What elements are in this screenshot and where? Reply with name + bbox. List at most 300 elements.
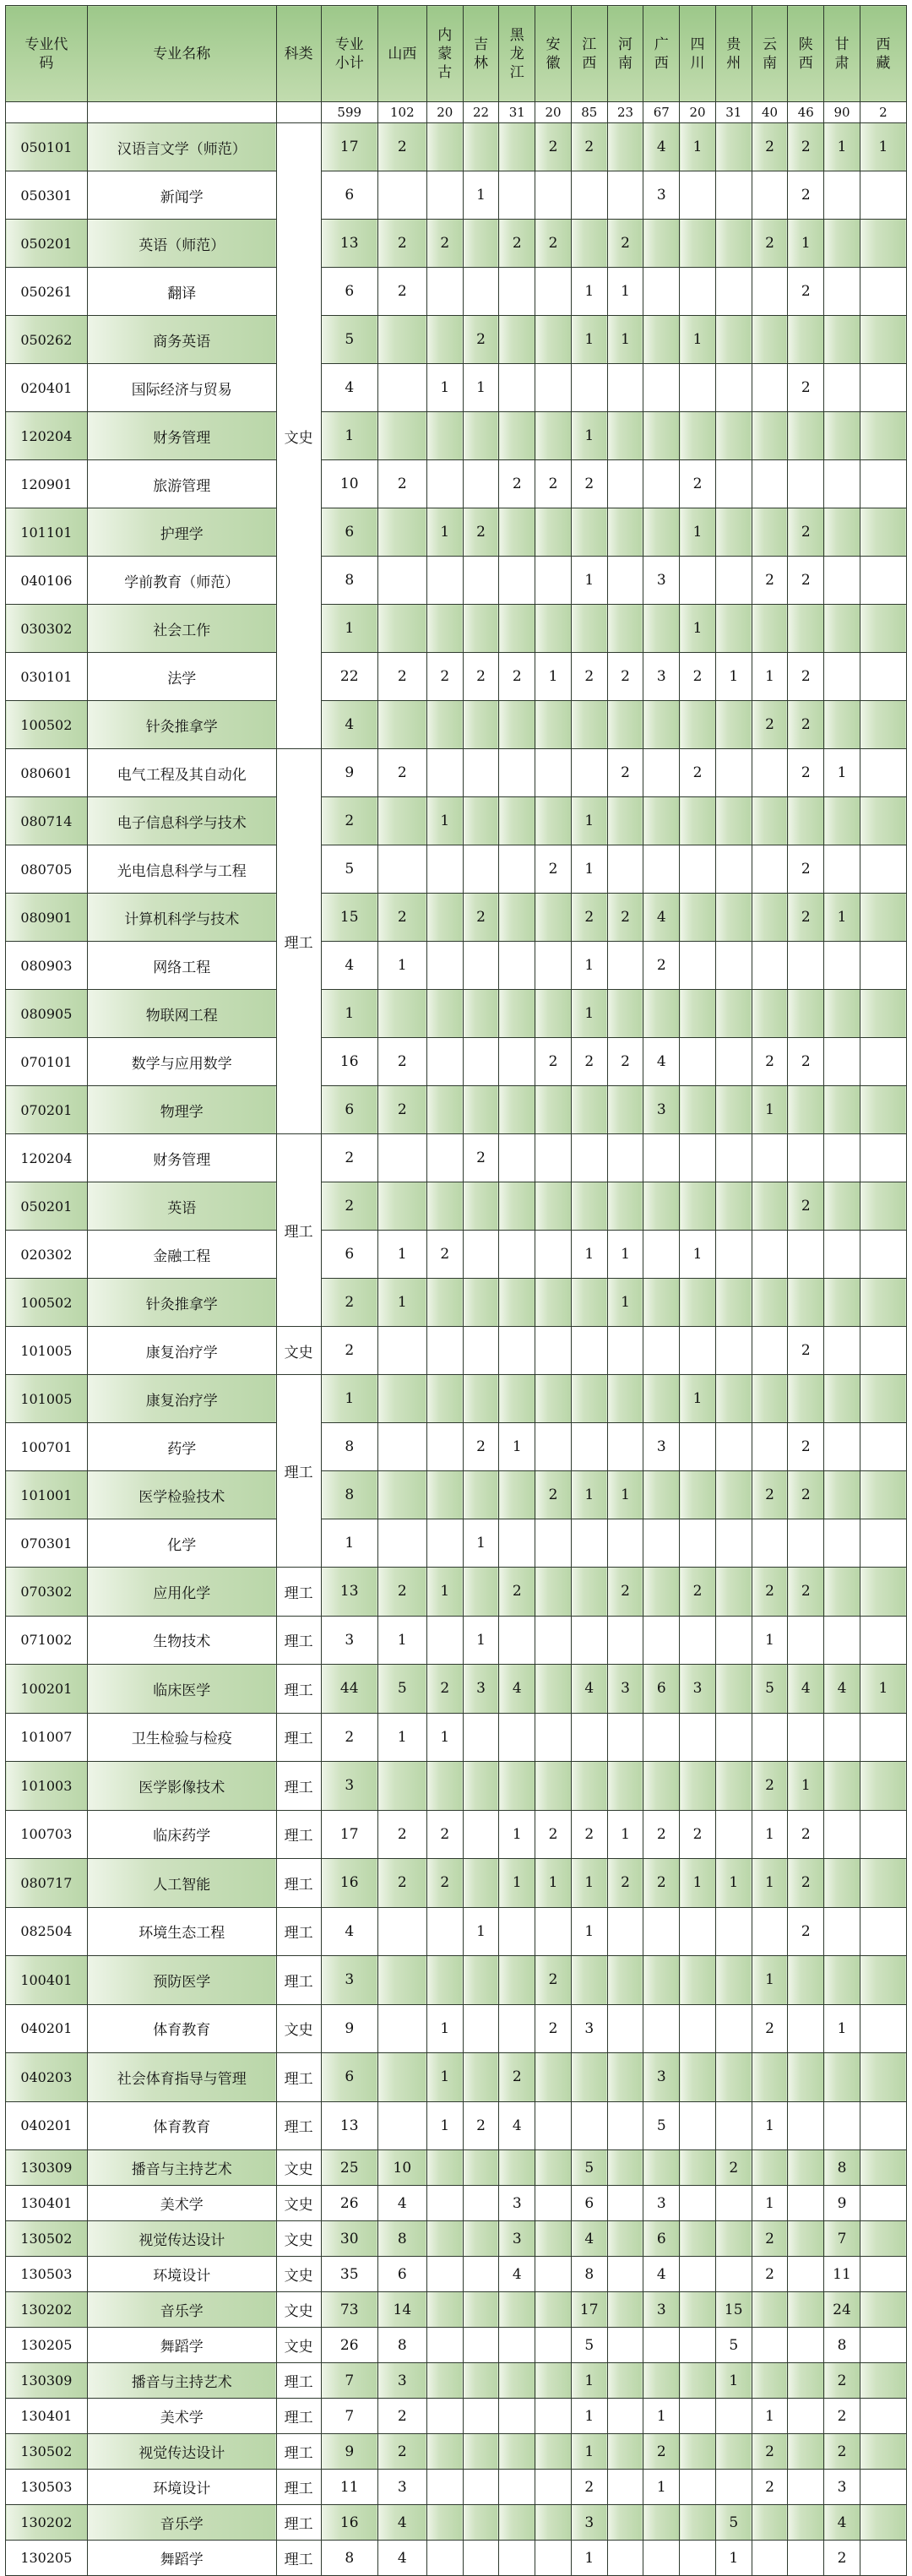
province-count-cell: 2	[752, 123, 788, 171]
province-count-cell: 1	[607, 316, 643, 364]
category-cell: 文史	[276, 2004, 321, 2053]
header-province-guangxi: 广西	[643, 6, 680, 102]
province-count-cell: 3	[680, 1665, 716, 1714]
province-count-cell	[752, 364, 788, 412]
major-subtotal: 1	[321, 1375, 377, 1423]
province-count-cell: 2	[788, 123, 824, 171]
province-count-cell	[535, 2541, 572, 2576]
table-row	[6, 1762, 907, 1811]
major-subtotal: 6	[321, 268, 377, 316]
major-name: 体育教育	[87, 2101, 276, 2150]
province-count-cell	[535, 1713, 572, 1762]
major-name: 护理学	[87, 508, 276, 557]
province-count-cell: 2	[752, 2004, 788, 2053]
province-count-cell: 1	[571, 2399, 607, 2434]
province-count-cell	[860, 1182, 906, 1231]
province-count-cell	[535, 2505, 572, 2541]
province-count-cell: 2	[377, 1859, 426, 1908]
province-count-cell	[715, 220, 752, 268]
major-name: 卫生检验与检疫	[87, 1713, 276, 1762]
province-count-cell	[824, 460, 860, 508]
province-count-cell	[680, 2541, 716, 2576]
totals-guizhou: 31	[715, 102, 752, 123]
province-count-cell	[463, 2470, 499, 2505]
major-subtotal: 26	[321, 2328, 377, 2363]
header-name: 专业名称	[87, 6, 276, 102]
province-count-cell	[788, 2292, 824, 2328]
province-count-cell	[788, 1086, 824, 1134]
major-subtotal: 6	[321, 1086, 377, 1134]
major-name: 网络工程	[87, 942, 276, 990]
province-count-cell: 3	[824, 2470, 860, 2505]
province-count-cell: 1	[463, 171, 499, 220]
province-count-cell: 1	[715, 2541, 752, 2576]
header-province-gansu: 甘肃	[824, 6, 860, 102]
province-count-cell: 2	[463, 2101, 499, 2150]
province-count-cell	[680, 1423, 716, 1471]
province-count-cell	[680, 2257, 716, 2292]
major-name: 环境设计	[87, 2257, 276, 2292]
major-subtotal: 4	[321, 1907, 377, 1956]
major-code: 100703	[6, 1810, 88, 1859]
province-count-cell	[643, 701, 680, 749]
province-count-cell	[607, 797, 643, 845]
major-code: 020401	[6, 364, 88, 412]
province-count-cell: 4	[499, 2257, 535, 2292]
province-count-cell	[607, 171, 643, 220]
major-subtotal: 10	[321, 460, 377, 508]
major-subtotal: 25	[321, 2150, 377, 2186]
province-count-cell	[680, 2399, 716, 2434]
province-count-cell: 2	[571, 1810, 607, 1859]
province-count-cell: 2	[377, 2399, 426, 2434]
province-count-cell	[426, 557, 463, 605]
major-name: 学前教育（师范）	[87, 557, 276, 605]
province-count-cell	[377, 316, 426, 364]
province-count-cell	[499, 1519, 535, 1568]
province-count-cell	[607, 2363, 643, 2399]
province-count-cell: 2	[643, 942, 680, 990]
province-count-cell: 1	[571, 1471, 607, 1519]
major-code: 040201	[6, 2101, 88, 2150]
province-count-cell	[499, 2363, 535, 2399]
table-row	[6, 2221, 907, 2257]
province-count-cell	[680, 1086, 716, 1134]
province-count-cell	[463, 605, 499, 653]
province-count-cell	[824, 1327, 860, 1375]
category-cell: 理工	[276, 2434, 321, 2470]
major-subtotal: 6	[321, 1231, 377, 1279]
major-code: 120204	[6, 1134, 88, 1182]
province-count-cell	[860, 2470, 906, 2505]
totals-anhui: 20	[535, 102, 572, 123]
province-count-cell: 1	[788, 220, 824, 268]
province-count-cell: 2	[788, 1182, 824, 1231]
province-count-cell: 1	[788, 1762, 824, 1811]
major-name: 医学影像技术	[87, 1762, 276, 1811]
province-count-cell: 4	[499, 1665, 535, 1714]
province-count-cell	[535, 1375, 572, 1423]
province-count-cell: 1	[824, 749, 860, 797]
header-row	[6, 6, 907, 102]
major-name: 金融工程	[87, 1231, 276, 1279]
province-count-cell	[499, 2434, 535, 2470]
major-subtotal: 6	[321, 171, 377, 220]
province-count-cell	[426, 2221, 463, 2257]
province-count-cell	[607, 2186, 643, 2221]
province-count-cell	[607, 364, 643, 412]
province-count-cell: 8	[824, 2150, 860, 2186]
province-count-cell	[680, 1956, 716, 2005]
major-code: 080903	[6, 942, 88, 990]
major-code: 130401	[6, 2399, 88, 2434]
major-name: 电子信息科学与技术	[87, 797, 276, 845]
major-code: 020302	[6, 1231, 88, 1279]
table-row	[6, 2292, 907, 2328]
table-row	[6, 845, 907, 894]
province-count-cell: 2	[824, 2399, 860, 2434]
province-count-cell	[643, 1471, 680, 1519]
province-count-cell	[752, 412, 788, 460]
province-count-cell: 3	[499, 2186, 535, 2221]
totals-shanxi: 102	[377, 102, 426, 123]
province-count-cell: 2	[426, 1859, 463, 1908]
province-count-cell	[535, 1134, 572, 1182]
province-count-cell: 1	[499, 1810, 535, 1859]
province-count-cell	[860, 1423, 906, 1471]
province-count-cell: 7	[824, 2221, 860, 2257]
province-count-cell	[643, 460, 680, 508]
province-count-cell	[643, 845, 680, 894]
province-count-cell	[571, 1713, 607, 1762]
province-count-cell	[860, 2186, 906, 2221]
province-count-cell: 1	[463, 1616, 499, 1665]
major-code: 130503	[6, 2470, 88, 2505]
major-code: 050201	[6, 1182, 88, 1231]
province-count-cell: 2	[752, 2434, 788, 2470]
major-code: 080905	[6, 990, 88, 1038]
table-row	[6, 1907, 907, 1956]
province-count-cell: 2	[377, 749, 426, 797]
major-subtotal: 2	[321, 1279, 377, 1327]
province-count-cell	[535, 2363, 572, 2399]
province-count-cell	[499, 1134, 535, 1182]
province-count-cell	[715, 171, 752, 220]
province-count-cell	[788, 2221, 824, 2257]
province-count-cell	[535, 1568, 572, 1617]
province-count-cell	[463, 1762, 499, 1811]
major-subtotal: 3	[321, 1762, 377, 1811]
province-count-cell: 2	[824, 2434, 860, 2470]
province-count-cell	[715, 1907, 752, 1956]
province-count-cell	[715, 1038, 752, 1086]
major-subtotal: 5	[321, 316, 377, 364]
province-count-cell	[426, 1279, 463, 1327]
province-count-cell: 3	[377, 2363, 426, 2399]
province-count-cell	[499, 2328, 535, 2363]
major-name: 美术学	[87, 2186, 276, 2221]
province-count-cell	[752, 1375, 788, 1423]
province-count-cell	[824, 412, 860, 460]
province-count-cell	[571, 1086, 607, 1134]
province-count-cell	[499, 1182, 535, 1231]
province-count-cell: 5	[571, 2328, 607, 2363]
province-count-cell	[426, 1038, 463, 1086]
table-row	[6, 1471, 907, 1519]
province-count-cell: 1	[377, 1713, 426, 1762]
province-count-cell	[860, 2101, 906, 2150]
province-count-cell	[824, 2053, 860, 2102]
major-subtotal: 26	[321, 2186, 377, 2221]
province-count-cell	[715, 942, 752, 990]
province-count-cell	[824, 605, 860, 653]
totals-row	[6, 102, 907, 123]
province-count-cell: 2	[377, 894, 426, 942]
province-count-cell	[499, 2399, 535, 2434]
province-count-cell	[752, 1279, 788, 1327]
province-count-cell	[535, 2328, 572, 2363]
province-count-cell	[788, 605, 824, 653]
province-count-cell: 4	[824, 2505, 860, 2541]
province-count-cell	[860, 1762, 906, 1811]
province-count-cell: 6	[643, 2221, 680, 2257]
province-count-cell	[752, 2541, 788, 2576]
province-count-cell	[680, 1279, 716, 1327]
province-count-cell: 2	[752, 2470, 788, 2505]
province-count-cell: 1	[752, 2399, 788, 2434]
province-count-cell: 1	[607, 1279, 643, 1327]
totals-guangxi: 67	[643, 102, 680, 123]
major-subtotal: 8	[321, 2541, 377, 2576]
table-row	[6, 316, 907, 364]
province-count-cell: 1	[571, 990, 607, 1038]
major-name: 财务管理	[87, 412, 276, 460]
totals-xizang: 2	[860, 102, 906, 123]
major-code: 050262	[6, 316, 88, 364]
province-count-cell: 1	[824, 894, 860, 942]
province-count-cell: 3	[463, 1665, 499, 1714]
province-count-cell: 3	[643, 2186, 680, 2221]
province-count-cell	[752, 845, 788, 894]
province-count-cell: 1	[571, 1859, 607, 1908]
province-count-cell	[752, 942, 788, 990]
category-cell: 理工	[276, 2363, 321, 2399]
province-count-cell	[499, 845, 535, 894]
major-name: 汉语言文学（师范）	[87, 123, 276, 171]
table-row	[6, 1086, 907, 1134]
major-subtotal: 16	[321, 1038, 377, 1086]
province-count-cell	[463, 1568, 499, 1617]
province-count-cell: 2	[752, 2221, 788, 2257]
major-code: 101001	[6, 1471, 88, 1519]
province-count-cell: 2	[788, 653, 824, 701]
province-count-cell	[377, 1327, 426, 1375]
province-count-cell: 2	[463, 316, 499, 364]
province-count-cell	[499, 412, 535, 460]
header-province-yunnan: 云南	[752, 6, 788, 102]
province-count-cell	[571, 1762, 607, 1811]
category-cell: 理工	[276, 2101, 321, 2150]
province-count-cell	[860, 605, 906, 653]
province-count-cell	[788, 1616, 824, 1665]
province-count-cell	[824, 1086, 860, 1134]
province-count-cell	[607, 1907, 643, 1956]
province-count-cell	[463, 460, 499, 508]
province-count-cell	[715, 2004, 752, 2053]
province-count-cell	[715, 2221, 752, 2257]
province-count-cell	[463, 1859, 499, 1908]
province-count-cell	[824, 508, 860, 557]
province-count-cell	[752, 749, 788, 797]
province-count-cell	[643, 1279, 680, 1327]
province-count-cell	[860, 1713, 906, 1762]
table-row	[6, 2505, 907, 2541]
province-count-cell: 2	[535, 1810, 572, 1859]
header-province-jilin: 吉林	[463, 6, 499, 102]
province-count-cell	[860, 1956, 906, 2005]
province-count-cell	[643, 1231, 680, 1279]
province-count-cell: 2	[752, 1038, 788, 1086]
major-subtotal: 16	[321, 1859, 377, 1908]
province-count-cell	[860, 2434, 906, 2470]
major-code: 050301	[6, 171, 88, 220]
province-count-cell: 2	[788, 1471, 824, 1519]
province-count-cell: 2	[571, 2470, 607, 2505]
province-count-cell	[752, 1713, 788, 1762]
province-count-cell	[643, 2150, 680, 2186]
province-count-cell	[463, 2150, 499, 2186]
province-count-cell	[860, 2004, 906, 2053]
province-count-cell	[463, 2221, 499, 2257]
major-code: 101005	[6, 1327, 88, 1375]
province-count-cell	[715, 605, 752, 653]
province-count-cell: 1	[680, 123, 716, 171]
province-count-cell	[788, 460, 824, 508]
totals-henan: 23	[607, 102, 643, 123]
province-count-cell	[463, 2292, 499, 2328]
province-count-cell	[571, 1279, 607, 1327]
province-count-cell: 1	[752, 1616, 788, 1665]
province-count-cell	[426, 894, 463, 942]
province-count-cell	[752, 268, 788, 316]
province-count-cell: 1	[571, 942, 607, 990]
province-count-cell: 2	[788, 364, 824, 412]
province-count-cell	[377, 1471, 426, 1519]
province-count-cell	[571, 364, 607, 412]
province-count-cell	[426, 316, 463, 364]
province-count-cell	[463, 845, 499, 894]
province-count-cell	[463, 942, 499, 990]
province-count-cell: 2	[788, 1423, 824, 1471]
province-count-cell: 1	[377, 1231, 426, 1279]
province-count-cell	[860, 2292, 906, 2328]
province-count-cell	[643, 1375, 680, 1423]
province-count-cell: 1	[571, 2434, 607, 2470]
province-count-cell	[499, 1327, 535, 1375]
province-count-cell	[463, 1231, 499, 1279]
province-count-cell	[499, 2505, 535, 2541]
province-count-cell: 1	[715, 653, 752, 701]
province-count-cell: 1	[752, 1859, 788, 1908]
province-count-cell	[535, 1279, 572, 1327]
province-count-cell	[607, 2505, 643, 2541]
province-count-cell	[860, 1519, 906, 1568]
province-count-cell	[426, 1423, 463, 1471]
province-count-cell	[860, 2053, 906, 2102]
major-subtotal: 13	[321, 2101, 377, 2150]
province-count-cell: 2	[535, 123, 572, 171]
province-count-cell: 1	[824, 123, 860, 171]
province-count-cell	[752, 1327, 788, 1375]
table-row	[6, 1859, 907, 1908]
major-name: 环境生态工程	[87, 1907, 276, 1956]
major-subtotal: 15	[321, 894, 377, 942]
province-count-cell: 2	[643, 2434, 680, 2470]
province-count-cell	[788, 316, 824, 364]
table-row	[6, 653, 907, 701]
major-subtotal: 44	[321, 1665, 377, 1714]
province-count-cell	[499, 171, 535, 220]
province-count-cell	[463, 1956, 499, 2005]
province-count-cell	[499, 2470, 535, 2505]
province-count-cell	[607, 942, 643, 990]
province-count-cell	[499, 797, 535, 845]
major-code: 130502	[6, 2221, 88, 2257]
province-count-cell	[680, 2434, 716, 2470]
province-count-cell	[680, 797, 716, 845]
province-count-cell	[643, 1568, 680, 1617]
province-count-cell	[643, 508, 680, 557]
major-subtotal: 7	[321, 2363, 377, 2399]
province-count-cell: 4	[377, 2186, 426, 2221]
table-row	[6, 2470, 907, 2505]
province-count-cell	[715, 316, 752, 364]
province-count-cell	[715, 2434, 752, 2470]
province-count-cell	[607, 2399, 643, 2434]
province-count-cell	[607, 2150, 643, 2186]
province-count-cell	[715, 1665, 752, 1714]
province-count-cell	[377, 990, 426, 1038]
category-cell: 理工	[276, 1616, 321, 1665]
province-count-cell: 1	[499, 1423, 535, 1471]
province-count-cell	[752, 171, 788, 220]
province-count-cell: 1	[715, 2363, 752, 2399]
province-count-cell: 5	[715, 2328, 752, 2363]
province-count-cell	[377, 171, 426, 220]
province-count-cell	[607, 2292, 643, 2328]
province-count-cell	[463, 1182, 499, 1231]
province-count-cell: 3	[643, 2292, 680, 2328]
province-count-cell	[860, 653, 906, 701]
province-count-cell	[607, 2053, 643, 2102]
province-count-cell: 4	[788, 1665, 824, 1714]
province-count-cell: 2	[607, 749, 643, 797]
province-count-cell	[715, 797, 752, 845]
major-subtotal: 9	[321, 749, 377, 797]
province-count-cell	[860, 2505, 906, 2541]
province-count-cell	[824, 797, 860, 845]
province-count-cell	[607, 123, 643, 171]
province-count-cell	[715, 460, 752, 508]
table-row	[6, 1665, 907, 1714]
table-row	[6, 2257, 907, 2292]
province-count-cell	[426, 123, 463, 171]
table-row	[6, 942, 907, 990]
province-count-cell: 24	[824, 2292, 860, 2328]
province-count-cell	[426, 1182, 463, 1231]
enrollment-plan-table	[5, 5, 907, 2576]
province-count-cell	[860, 990, 906, 1038]
